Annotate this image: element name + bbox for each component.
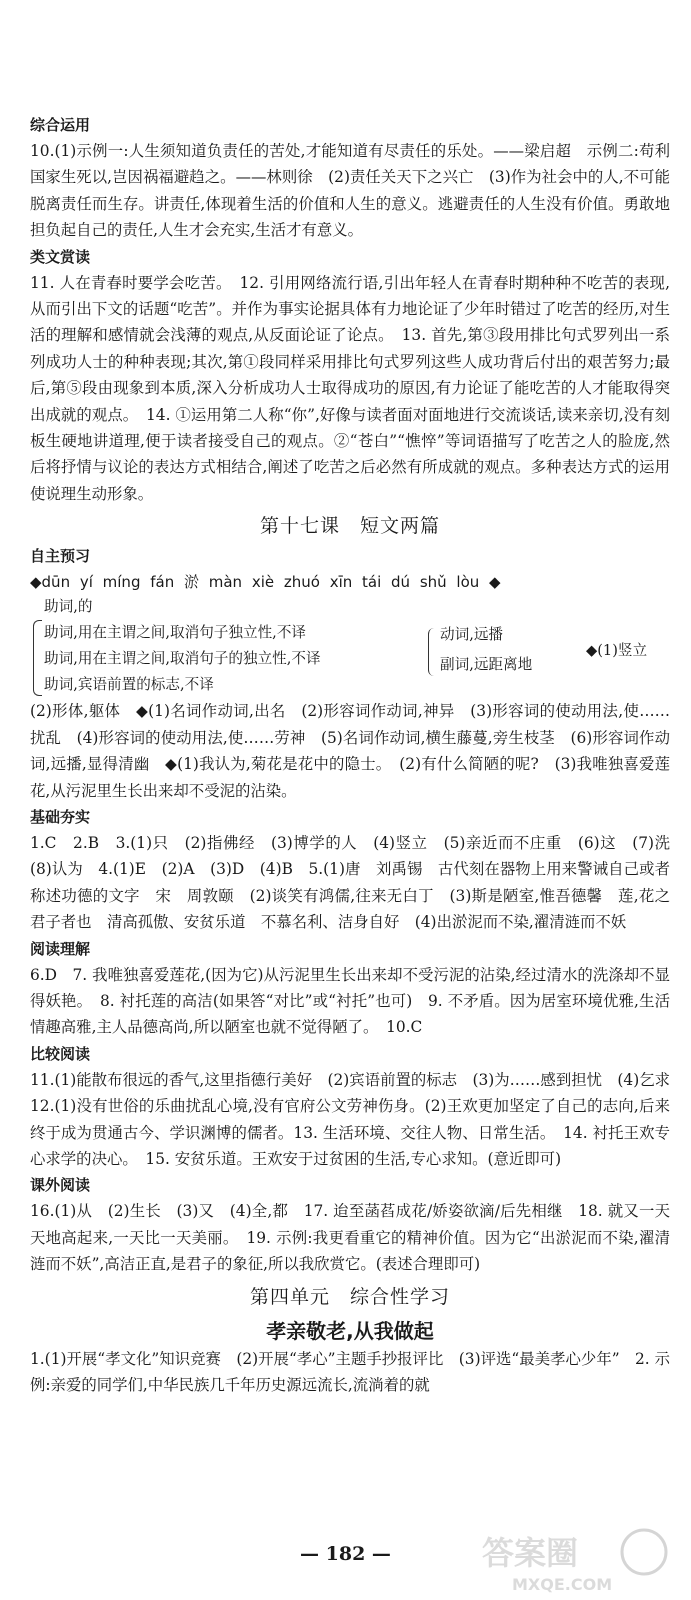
section-heading: 比较阅读	[30, 1044, 91, 1063]
answer-paragraph: 6.D 7. 我唯独喜爱莲花,(因为它)从污泥里生长出来却不受污泥的沾染,经过清水的洗涤却不显得妖艳。 8. 衬托莲的高洁(如果答“对比”或“衬托”也可) 9. 不矛盾。因为居室环境优雅,生活情趣高雅,主人品德高尚,所以陋室也就不觉得陋了。 10.C	[30, 965, 670, 1037]
watermark-logo	[476, 1526, 676, 1596]
section-heading: 类文赏读	[30, 247, 91, 266]
section-heading: 自主预习	[30, 547, 91, 566]
answer-paragraph: 16.(1)从 (2)生长 (3)又 (4)全,都 17. 迨至菡萏成花/娇姿欲滴/后先相继 18. 就又一天天地高起来,一天比一天美丽。 19. 示例:我更看重它的精神价值。因为它“出淤泥而不染,濯清涟而不妖”,高洁正直,是君子的象征,所以我欣赏它。(表述合理即可)	[30, 1202, 670, 1274]
answer-paragraph: 11.(1)能散布很远的香气,这里指德行美好 (2)宾语前置的标志 (3)为……感到担忧 (4)乞求 12.(1)没有世俗的乐曲扰乱心境,没有官府公文劳神伤身。(2)王欢更加坚定了自己的志向,后来终于成为贯通古今、学识渊博的儒者。13. 生活环境、交往人物、日常生活。 14. 衬托王欢专心求学的决心。 15. 安贫乐道。王欢安于过贫困的生活,专心求知。(意近即可)	[30, 1070, 686, 1168]
pinyin-line: ◆dūn yí míng fán 淤 màn xiè zhuó xīn tái dú shǔ lòu ◆	[30, 573, 501, 592]
left-brace	[33, 620, 42, 696]
brace-item: 助词,用在主谓之间,取消句子的独立性,不译	[44, 650, 321, 668]
unit-title: 第四单元 综合性学习	[249, 1285, 450, 1308]
brace-item: 助词,宾语前置的标志,不译	[44, 676, 214, 694]
answer-paragraph: 1.(1)开展“孝文化”知识竞赛 (2)开展“孝心”主题手抄报评比 (3)评选“最美孝心少年” 2. 示例:亲爱的同学们,中华民族几千年历史源远流长,流淌着的就	[30, 1349, 670, 1394]
answer-paragraph: 11. 人在青春时要学会吃苦。 12. 引用网络流行语,引出年轻人在青春时期种种不吃苦的表现,从而引出下文的话题“吃苦”。并作为事实论据具体有力地论证了少年时错过了吃苦的经历,对生活的理解和感情就会浅薄的观点,从反面论证了论点。 13. 首先,第③段用排比句式罗列出一系列成功人士的种种表现;其次,第①段同样采用排比句式罗列这些人成功背后付出的艰苦努力;最后,第⑤段由现象到本质,深入分析成功人士取得成功的原因,有力论证了能吃苦的人才能取得突出成就的观点。 14. ①运用第二人称“你”,好像与读者面对面地进行交流谈话,读来亲切,没有刻板生硬地讲道理,便于读者接受自己的观点。②“苍白”“憔悴”等词语描写了吃苦之人的脸庞,然后将抒情与议论的表达方式相结合,阐述了吃苦之后必然有所成就的观点。多种表达方式的运用使说理生动形象。	[30, 273, 670, 503]
lesson-title: 第十七课 短文两篇	[259, 515, 440, 538]
answer-paragraph: 10.(1)示例一:人生须知道负责任的苦处,才能知道有尽责任的乐处。——梁启超 示例二:苟利国家生死以,岂因祸福避趋之。——林则徐 (2)责任关天下之兴亡 (3)作为社会中的人,不可能脱离责任而生存。讲责任,体现着生活的价值和人生的意义。逃避责任的人生没有价值。勇敢地担负起自己的责任,人生才会充实,生活才有意义。	[30, 142, 670, 240]
answer-paragraph: 1.C 2.B 3.(1)只 (2)指佛经 (3)博学的人 (4)竖立 (5)亲近而不庄重 (6)这 (7)洗 (8)认为 4.(1)E (2)A (3)D (4)B 5.(1)唐 刘禹锡 古代刻在器物上用来警诫自己或者称述功德的文字 宋 周敦颐 (2)谈笑有鸿儒,往来无白丁 (3)斯是陋室,惟吾德馨 莲,花之君子者也 清高孤傲、安贫乐道 不慕名利、洁身自好 (4)出淤泥而不染,濯清涟而不妖	[30, 833, 686, 932]
page-content	[30, 112, 686, 1398]
right-brace	[428, 628, 437, 676]
brace-item: ◆(1)竖立	[586, 642, 648, 660]
brace-item: 副词,远距离地	[440, 656, 533, 674]
brace-answer-block	[30, 596, 670, 698]
brace-item: 助词,用在主谓之间,取消句子独立性,不译	[44, 624, 307, 642]
section-heading: 综合运用	[30, 116, 91, 134]
brace-item: 动词,远播	[440, 626, 504, 644]
answer-paragraph: (2)形体,躯体 ◆(1)名词作动词,出名 (2)形容词作动词,神异 (3)形容词的使动用法,使……扰乱 (4)形容词的使动用法,使……劳神 (5)名词作动词,横生藤蔓,旁生枝茎 (6)形容词作动词,远播,显得清幽 ◆(1)我认为,菊花是花中的隐士。 (2)有什么简陋的呢? (3)我唯独喜爱莲花,从污泥里生长出来却不受泥的沾染。	[30, 702, 670, 800]
svg-text:MXQE.COM: MXQE.COM	[512, 1575, 613, 1594]
section-heading: 阅读理解	[30, 939, 91, 958]
section-heading: 基础夯实	[30, 807, 91, 826]
page-number: — 182 —	[300, 1543, 391, 1565]
section-heading: 课外阅读	[30, 1176, 91, 1195]
svg-text:答案圈: 答案圈	[482, 1534, 579, 1572]
brace-item: 助词,的	[44, 598, 93, 616]
unit-subtitle: 孝亲敬老,从我做起	[266, 1318, 434, 1343]
